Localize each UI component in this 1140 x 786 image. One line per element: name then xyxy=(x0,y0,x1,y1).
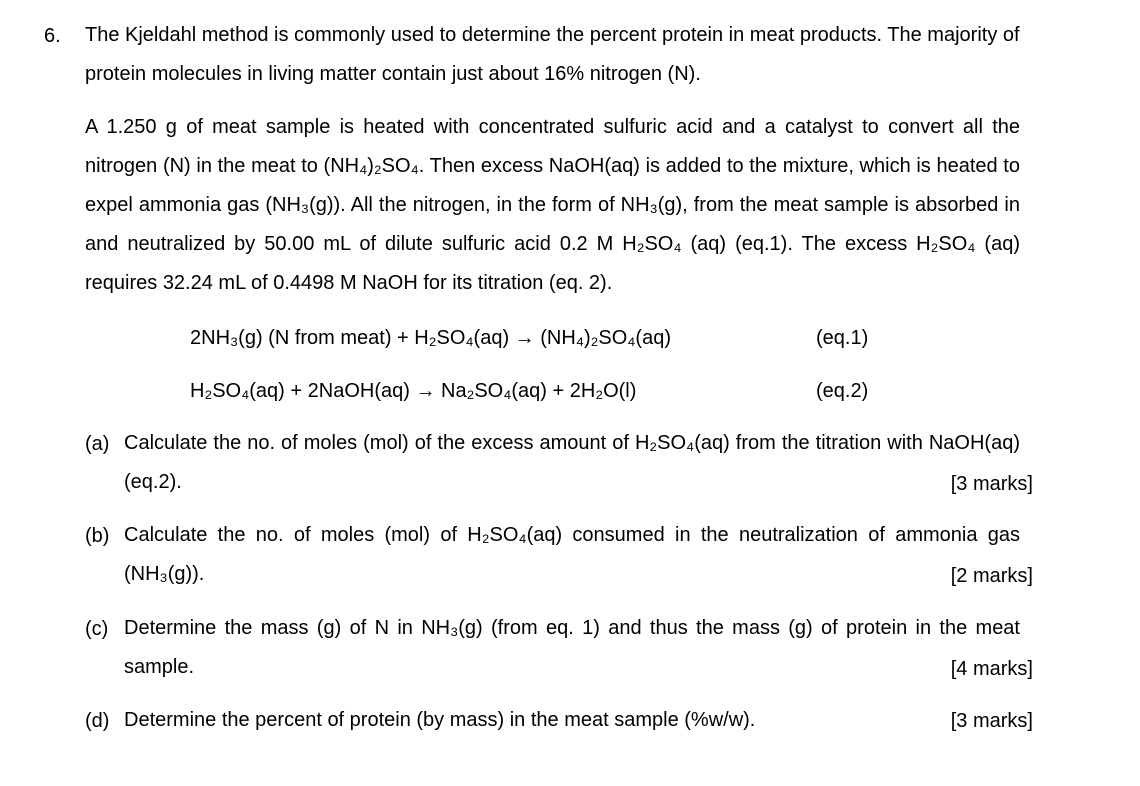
part-d-marks: [3 marks] xyxy=(950,710,1033,732)
question-body: A 1.250 g of meat sample is heated with concentrated sulfuric acid and a catalyst to convert all the nitrogen (N) in the meat to (NH₄)₂SO₄. Then excess NaOH(aq) is added to the mixture, which is heated to expel ammonia gas (NH₃(g)). All the nitrogen, in the form of NH₃(g), from the meat sample is absorbed in and neutralized by 50.00 mL of dilute sulfuric acid 0.2 M H₂SO₄ (aq) (eq.1). The excess H₂SO₄ (aq) requires 32.24 mL of 0.4498 M NaOH for its titration (eq. 2). xyxy=(85,116,1020,294)
part-c-label: (c) xyxy=(85,618,109,640)
equation-1: 2NH₃(g) (N from meat) + H₂SO₄(aq) → (NH₄)₂SO₄(aq) xyxy=(190,327,671,349)
part-a-text: Calculate the no. of moles (mol) of the excess amount of H₂SO₄(aq) from the titration with NaOH(aq) (eq.2). xyxy=(124,432,1020,493)
part-b-label: (b) xyxy=(85,525,110,547)
part-b-text: Calculate the no. of moles (mol) of H₂SO₄(aq) consumed in the neutralization of ammonia gas (NH₃(g)). xyxy=(124,524,1020,585)
question-number: 6. xyxy=(44,25,61,47)
part-a-label: (a) xyxy=(85,433,110,455)
part-c-text: Determine the mass (g) of N in NH₃(g) (from eq. 1) and thus the mass (g) of protein in the meat sample. xyxy=(124,617,1020,678)
part-c-marks: [4 marks] xyxy=(950,658,1033,680)
equation-2-tag: (eq.2) xyxy=(816,380,869,402)
part-d-text: Determine the percent of protein (by mass) in the meat sample (%w/w). xyxy=(124,709,756,731)
equation-1-tag: (eq.1) xyxy=(816,327,869,349)
part-b-marks: [2 marks] xyxy=(950,565,1033,587)
question-intro: The Kjeldahl method is commonly used to determine the percent protein in meat products. The majority of protein molecules in living matter contain just about 16% nitrogen (N). xyxy=(85,24,1020,85)
equation-2: H₂SO₄(aq) + 2NaOH(aq) → Na₂SO₄(aq) + 2H₂O(l) xyxy=(190,380,637,402)
part-d-label: (d) xyxy=(85,710,110,732)
part-a-marks: [3 marks] xyxy=(950,473,1033,495)
